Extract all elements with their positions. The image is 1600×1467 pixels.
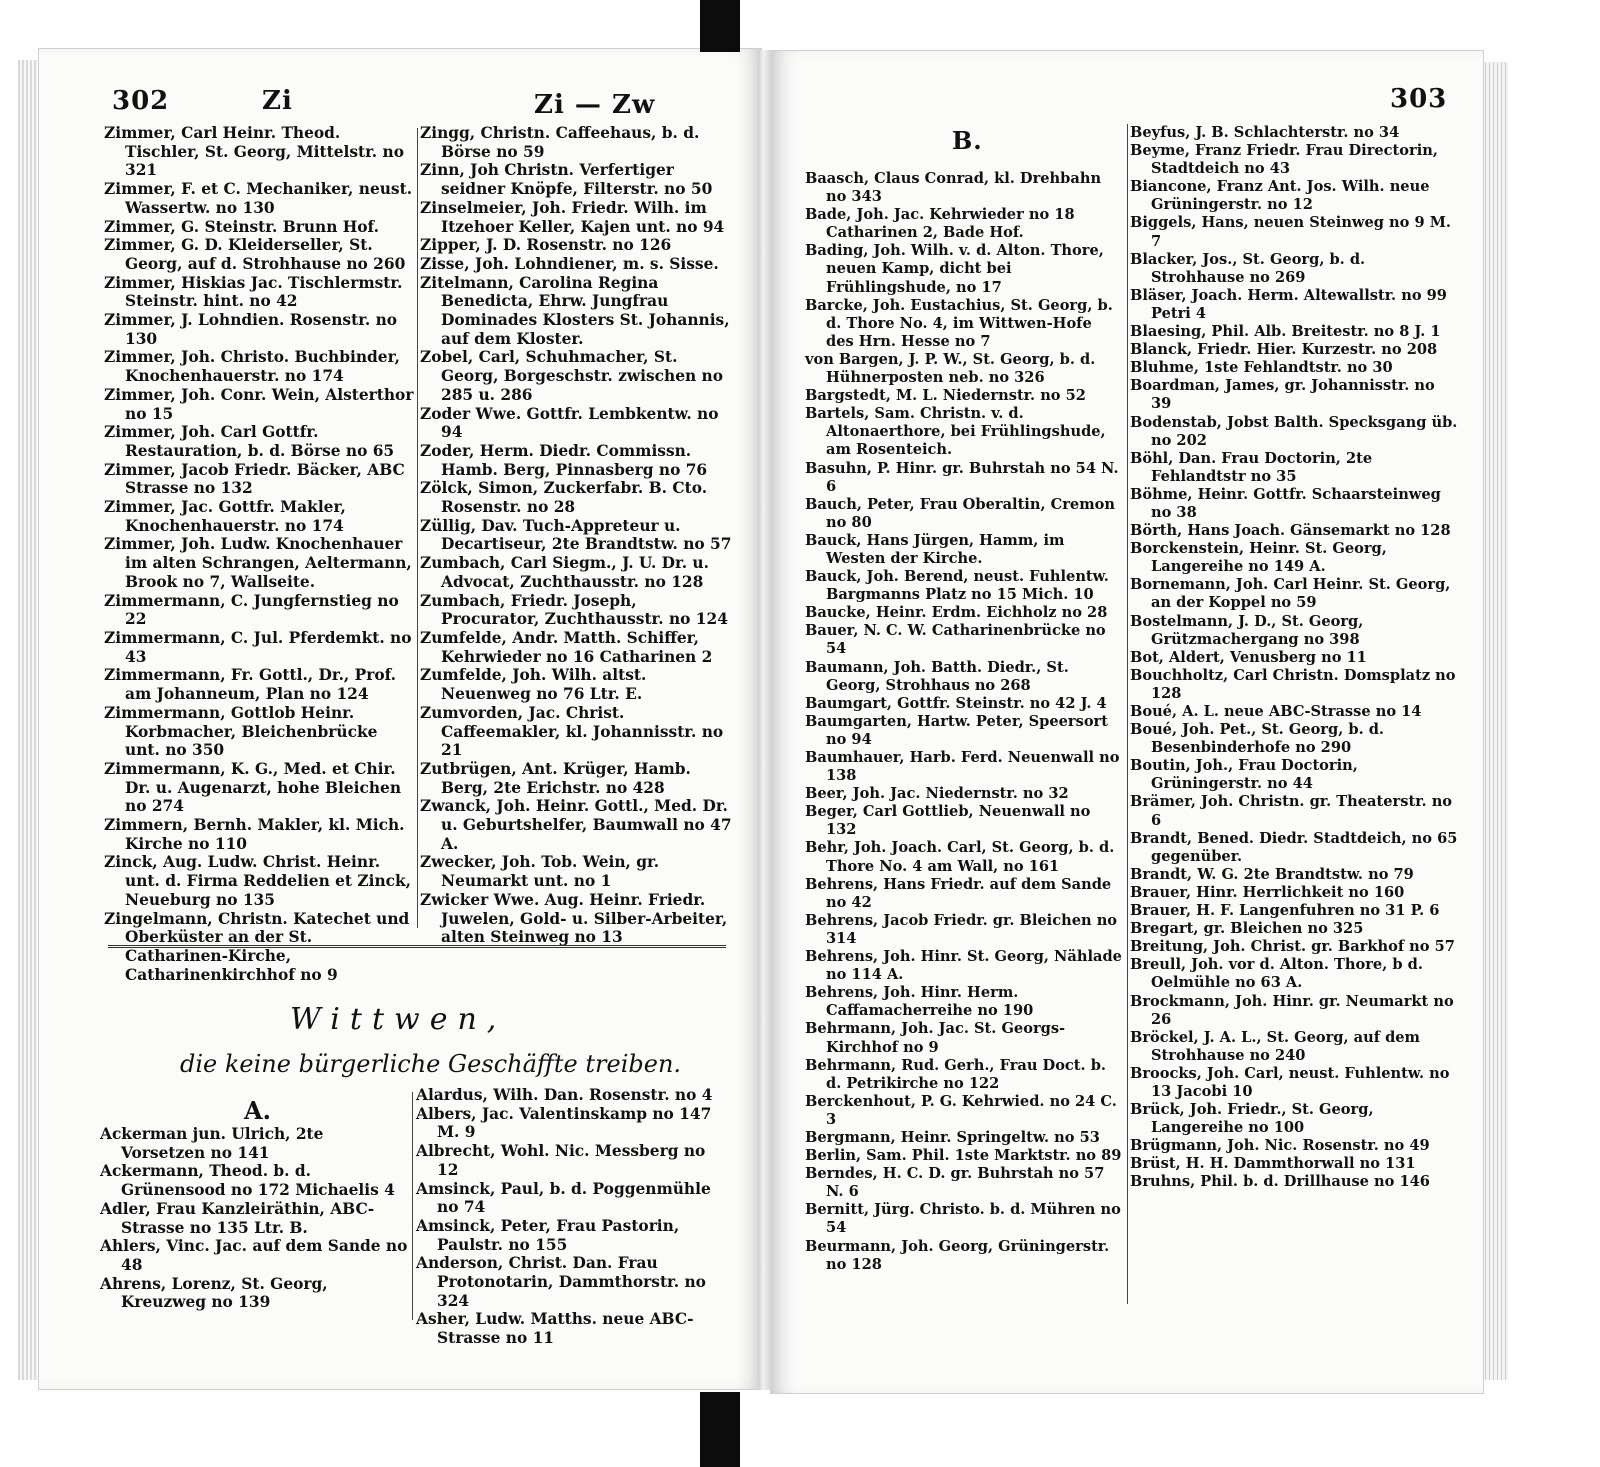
directory-entry: Zimmermann, C. Jungfernstieg no 22: [104, 591, 399, 629]
directory-entry: Alardus, Wilh. Dan. Rosenstr. no 4: [416, 1086, 713, 1104]
directory-entry: Zimmermann, Fr. Gottl., Dr., Prof. am Johanneum, Plan no 124: [104, 666, 397, 704]
widows-title: Wittwen,: [290, 1002, 507, 1037]
directory-entry: Behrmann, Joh. Jac. St. Georgs-Kirchhof no 9: [805, 1020, 1066, 1056]
directory-entry: Albrecht, Wohl. Nic. Messberg no 12: [416, 1142, 706, 1179]
widows-column-1: [100, 1125, 410, 1312]
page-stack-left: [18, 60, 40, 1380]
directory-entry: Zwicker Wwe. Aug. Heinr. Friedr. Juwelen, Gold- u. Silber-Arbeiter, alten Steinweg no 13: [420, 890, 728, 947]
directory-entry: Zimmer, G. Steinstr. Brunn Hof.: [104, 217, 379, 236]
directory-entry: Bauck, Joh. Berend, neust. Fuhlentw. Bargmanns Platz no 15 Mich. 10: [805, 568, 1109, 604]
directory-entry: Bauck, Hans Jürgen, Hamm, im Westen der Kirche.: [805, 531, 1065, 567]
directory-entry: Basuhn, P. Hinr. gr. Buhrstah no 54 N. 6: [805, 459, 1119, 495]
directory-entry: Brück, Joh. Friedr., St. Georg, Langereihe no 100: [1130, 1101, 1374, 1137]
directory-entry: Zimmer, Jac. Gottfr. Makler, Knochenhauerstr. no 174: [104, 498, 346, 535]
directory-entry: Zutbrügen, Ant. Krüger, Hamb. Berg, 2te Erichstr. no 428: [420, 759, 691, 797]
directory-entry: Zimmer, G. D. Kleiderseller, St. Georg, auf d. Strohhause no 260: [104, 236, 406, 273]
directory-entry: Zimmer, J. Lohndien. Rosenstr. no 130: [104, 311, 398, 348]
directory-entry: Beyme, Franz Friedr. Frau Directorin, Stadtdeich no 43: [1130, 142, 1438, 178]
directory-entry: Zwecker, Joh. Tob. Wein, gr. Neumarkt unt. no 1: [420, 853, 660, 891]
directory-entry: Baumgarten, Hartw. Peter, Speersort no 94: [805, 712, 1108, 748]
right-page-column-1: [805, 170, 1123, 1274]
directory-entry: Baumhauer, Harb. Ferd. Neuenwall no 138: [805, 749, 1120, 785]
directory-entry: Zimmer, Hiskias Jac. Tischlermstr. Steinstr. hint. no 42: [104, 273, 403, 311]
directory-entry: Bostelmann, J. D., St. Georg, Grützmachergang no 398: [1130, 612, 1364, 648]
right-page-column-2: [1130, 124, 1458, 1192]
directory-entry: Böhme, Heinr. Gottfr. Schaarsteinweg no 38: [1130, 485, 1441, 521]
directory-entry: von Bargen, J. P. W., St. Georg, b. d. Hühnerposten neb. no 326: [805, 350, 1096, 387]
directory-entry: Biancone, Franz Ant. Jos. Wilh. neue Grüningerstr. no 12: [1130, 178, 1430, 214]
directory-entry: Baucke, Heinr. Erdm. Eichholz no 28: [805, 604, 1108, 622]
directory-entry: Zwanck, Joh. Heinr. Gottl., Med. Dr. u. Geburtshelfer, Baumwall no 47 A.: [420, 797, 732, 853]
directory-entry: Baasch, Claus Conrad, kl. Drehbahn no 343: [805, 170, 1102, 206]
left-page-column-2: [420, 124, 732, 947]
directory-entry: Behrens, Hans Friedr. auf dem Sande no 42: [805, 875, 1112, 911]
section-divider: [108, 945, 726, 952]
directory-entry: Beurmann, Joh. Georg, Grüningerstr. no 128: [805, 1237, 1110, 1273]
directory-entry: Bluhme, 1ste Fehlandtstr. no 30: [1130, 359, 1393, 377]
column-rule: [417, 128, 418, 928]
directory-entry: Bodenstab, Jobst Balth. Specksgang üb. no 202: [1130, 413, 1458, 449]
header-center: Zi — Zw: [534, 90, 656, 120]
directory-entry: Albers, Jac. Valentinskamp no 147 M. 9: [416, 1104, 712, 1142]
directory-entry: Asher, Ludw. Matths. neue ABC-Strasse no 11: [416, 1310, 694, 1348]
directory-entry: Bartels, Sam. Christn. v. d. Altonaerthore, bei Frühlingshude, am Rosenteich.: [805, 405, 1106, 459]
directory-entry: Baumann, Joh. Batth. Diedr., St. Georg, Strohhaus no 268: [805, 658, 1069, 694]
left-page-column-1: [104, 124, 416, 984]
directory-entry: Ahrens, Lorenz, St. Georg, Kreuzweg no 139: [100, 1274, 328, 1312]
directory-entry: Zölck, Simon, Zuckerfabr. B. Cto. Rosenstr. no 28: [420, 479, 708, 517]
directory-entry: Zimmermann, K. G., Med. et Chir. Dr. u. Augenarzt, hohe Bleichen no 274: [104, 759, 402, 816]
directory-entry: Boué, Joh. Pet., St. Georg, b. d. Besenbinderhofe no 290: [1130, 721, 1385, 757]
directory-entry: Zumfelde, Joh. Wilh. altst. Neuenweg no 76 Ltr. E.: [420, 666, 647, 704]
directory-entry: Zinselmeier, Joh. Friedr. Wilh. im Itzehoer Keller, Kajen unt. no 94: [420, 198, 725, 236]
directory-entry: Zitelmann, Carolina Regina Benedicta, Ehrw. Jungfrau Dominades Klosters St. Johannis, auf dem Kloster.: [420, 273, 730, 348]
directory-entry: Zimmermann, Gottlob Heinr. Korbmacher, Bleichenbrücke unt. no 350: [104, 703, 378, 760]
directory-entry: Zumbach, Carl Siegm., J. U. Dr. u. Advocat, Zuchthausstr. no 128: [420, 554, 709, 591]
directory-entry: Bläser, Joach. Herm. Altewallstr. no 99 Petri 4: [1130, 286, 1447, 322]
column-rule: [1127, 124, 1128, 1304]
book-fold: [758, 50, 772, 1390]
directory-entry: Bargstedt, M. L. Niedernstr. no 52: [805, 387, 1086, 405]
directory-entry: Bouchholtz, Carl Christn. Domsplatz no 128: [1130, 666, 1456, 702]
directory-entry: Bauch, Peter, Frau Oberaltin, Cremon no 80: [805, 495, 1116, 531]
directory-entry: Zipper, J. D. Rosenstr. no 126: [420, 236, 672, 255]
directory-entry: Behrens, Joh. Hinr. Herm. Caffamacherreihe no 190: [805, 984, 1034, 1020]
directory-entry: Anderson, Christ. Dan. Frau Protonotarin, Dammthorstr. no 324: [416, 1254, 706, 1310]
directory-entry: Boutin, Joh., Frau Doctorin, Grüningerstr. no 44: [1130, 757, 1358, 793]
section-letter-b: B.: [952, 126, 983, 155]
directory-entry: Zumfelde, Andr. Matth. Schiffer, Kehrwieder no 16 Catharinen 2: [420, 628, 713, 666]
directory-entry: Zoder Wwe. Gottfr. Lembkentw. no 94: [420, 404, 719, 442]
directory-entry: Baumgart, Gottfr. Steinstr. no 42 J. 4: [805, 694, 1107, 712]
page-number-left: 302: [112, 86, 170, 116]
directory-entry: Zingelmann, Christn. Katechet und Oberküster an der St. Catharinen-Kirche, Catharinenkirchhof no 9: [104, 909, 410, 984]
directory-entry: Ackerman jun. Ulrich, 2te Vorsetzen no 141: [100, 1125, 324, 1162]
directory-entry: Brügmann, Joh. Nic. Rosenstr. no 49: [1130, 1137, 1430, 1155]
widows-subtitle: die keine bürgerliche Geschäffte treiben.: [180, 1050, 682, 1078]
directory-entry: Behrens, Joh. Hinr. St. Georg, Nählade no 114 A.: [805, 948, 1122, 984]
directory-entry: Brandt, W. G. 2te Brandtstw. no 79: [1130, 865, 1414, 883]
directory-entry: Ackermann, Theod. b. d. Grünensood no 172 Michaelis 4: [100, 1162, 395, 1200]
directory-entry: Zimmer, Joh. Ludw. Knochenhauer im alten Schrangen, Aeltermann, Brook no 7, Wallseite.: [104, 535, 412, 591]
directory-entry: Zumvorden, Jac. Christ. Caffeemakler, kl. Johannisstr. no 21: [420, 703, 724, 760]
directory-entry: Zobel, Carl, Schuhmacher, St. Georg, Borgeschstr. zwischen no 285 u. 286: [420, 348, 723, 404]
directory-entry: Züllig, Dav. Tuch-Appreteur u. Decartiseur, 2te Brandtstw. no 57: [420, 516, 732, 554]
directory-entry: Zinn, Joh Christn. Verfertiger seidner Knöpfe, Filterstr. no 50: [420, 161, 713, 199]
directory-entry: Zimmermann, C. Jul. Pferdemkt. no 43: [104, 628, 412, 666]
directory-entry: Bauer, N. C. W. Catharinenbrücke no 54: [805, 622, 1106, 658]
directory-entry: Boardman, James, gr. Johannisstr. no 39: [1130, 377, 1435, 413]
directory-entry: Zimmern, Bernh. Makler, kl. Mich. Kirche no 110: [104, 816, 405, 853]
directory-entry: Breull, Joh. vor d. Alton. Thore, b d. Oelmühle no 63 A.: [1130, 956, 1423, 992]
directory-entry: Behrmann, Rud. Gerh., Frau Doct. b. d. Petrikirche no 122: [805, 1056, 1106, 1092]
directory-entry: Berlin, Sam. Phil. 1ste Marktstr. no 89: [805, 1147, 1122, 1165]
directory-entry: Biggels, Hans, neuen Steinweg no 9 M. 7: [1130, 214, 1451, 250]
directory-entry: Behr, Joh. Joach. Carl, St. Georg, b. d. Thore No. 4 am Wall, no 161: [805, 839, 1115, 875]
directory-entry: Beer, Joh. Jac. Niedernstr. no 32: [805, 785, 1069, 803]
directory-entry: Barcke, Joh. Eustachius, St. Georg, b. d. Thore No. 4, im Wittwen-Hofe des Hrn. Hesse no 7: [805, 296, 1113, 350]
directory-entry: Brämer, Joh. Christn. gr. Theaterstr. no 6: [1130, 793, 1453, 829]
directory-entry: Zingg, Christn. Caffeehaus, b. d. Börse no 59: [420, 124, 700, 161]
directory-entry: Borckenstein, Heinr. St. Georg, Langereihe no 149 A.: [1130, 540, 1387, 576]
directory-entry: Zimmer, Carl Heinr. Theod. Tischler, St. Georg, Mittelstr. no 321: [104, 124, 404, 180]
header-left: Zi: [262, 86, 293, 116]
directory-entry: Amsinck, Peter, Frau Pastorin, Paulstr. no 155: [416, 1216, 680, 1254]
directory-entry: Bregart, gr. Bleichen no 325: [1130, 920, 1364, 938]
directory-entry: Bade, Joh. Jac. Kehrwieder no 18 Catharinen 2, Bade Hof.: [805, 206, 1075, 242]
directory-entry: Börth, Hans Joach. Gänsemarkt no 128: [1130, 522, 1451, 540]
directory-entry: Behrens, Jacob Friedr. gr. Bleichen no 314: [805, 911, 1118, 947]
directory-entry: Zoder, Herm. Diedr. Commissn. Hamb. Berg, Pinnasberg no 76: [420, 441, 708, 479]
directory-entry: Brockmann, Joh. Hinr. gr. Neumarkt no 26: [1130, 992, 1454, 1028]
directory-entry: Blacker, Jos., St. Georg, b. d. Strohhause no 269: [1130, 250, 1366, 286]
page-number-right: 303: [1390, 84, 1448, 114]
directory-entry: Zimmer, Joh. Christo. Buchbinder, Knochenhauerstr. no 174: [104, 348, 400, 386]
directory-entry: Bornemann, Joh. Carl Heinr. St. Georg, an der Koppel no 59: [1130, 576, 1451, 612]
binding-ribbon-bottom: [700, 1392, 740, 1467]
directory-entry: Zimmer, F. et C. Mechaniker, neust. Wassertw. no 130: [104, 180, 413, 217]
directory-entry: Böhl, Dan. Frau Doctorin, 2te Fehlandtstr no 35: [1130, 449, 1373, 485]
directory-entry: Bot, Aldert, Venusberg no 11: [1130, 648, 1367, 666]
directory-entry: Zimmer, Joh. Conr. Wein, Alsterthor no 15: [104, 385, 414, 423]
directory-entry: Beyfus, J. B. Schlachterstr. no 34: [1130, 124, 1400, 141]
directory-entry: Blanck, Friedr. Hier. Kurzestr. no 208: [1130, 341, 1438, 359]
directory-entry: Amsinck, Paul, b. d. Poggenmühle no 74: [416, 1179, 711, 1217]
directory-entry: Brüst, H. H. Dammthorwall no 131: [1130, 1155, 1416, 1173]
directory-entry: Brauer, Hinr. Herrlichkeit no 160: [1130, 883, 1405, 901]
directory-entry: Berckenhout, P. G. Kehrwied. no 24 C. 3: [805, 1092, 1117, 1128]
widows-column-2: [416, 1086, 730, 1348]
directory-entry: Zimmer, Joh. Carl Gottfr. Restauration, b. d. Börse no 65: [104, 423, 395, 460]
directory-entry: Ahlers, Vinc. Jac. auf dem Sande no 48: [100, 1237, 408, 1274]
directory-entry: Brauer, H. F. Langenfuhren no 31 P. 6: [1130, 902, 1440, 920]
directory-entry: Bergmann, Heinr. Springeltw. no 53: [805, 1128, 1100, 1146]
directory-entry: Berndes, H. C. D. gr. Buhrstah no 57 N. 6: [805, 1165, 1105, 1201]
directory-entry: Bernitt, Jürg. Christo. b. d. Mühren no 54: [805, 1201, 1121, 1237]
directory-entry: Blaesing, Phil. Alb. Breitestr. no 8 J. 1: [1130, 323, 1441, 341]
widows-letter: A.: [244, 1096, 271, 1125]
directory-entry: Breitung, Joh. Christ. gr. Barkhof no 57: [1130, 938, 1455, 956]
directory-entry: Zumbach, Friedr. Joseph, Procurator, Zuchthausstr. no 124: [420, 591, 728, 629]
directory-entry: Zinck, Aug. Ludw. Christ. Heinr. unt. d. Firma Reddelien et Zinck, Neueburg no 135: [104, 853, 412, 909]
directory-entry: Adler, Frau Kanzleiräthin, ABC-Strasse no 135 Ltr. B.: [100, 1199, 375, 1237]
directory-entry: Boué, A. L. neue ABC-Strasse no 14: [1130, 703, 1422, 720]
directory-entry: Beger, Carl Gottlieb, Neuenwall no 132: [805, 803, 1091, 839]
directory-entry: Zimmer, Jacob Friedr. Bäcker, ABC Strasse no 132: [104, 460, 405, 498]
directory-entry: Bröckel, J. A. L., St. Georg, auf dem Strohhause no 240: [1130, 1028, 1421, 1064]
directory-entry: Zisse, Joh. Lohndiener, m. s. Sisse.: [420, 254, 719, 273]
binding-ribbon-top: [700, 0, 740, 52]
column-rule: [412, 1092, 413, 1320]
directory-entry: Bading, Joh. Wilh. v. d. Alton. Thore, neuen Kamp, dicht bei Frühlingshude, no 17: [805, 242, 1104, 296]
directory-entry: Brandt, Bened. Diedr. Stadtdeich, no 65 gegenüber.: [1130, 829, 1458, 865]
directory-entry: Bruhns, Phil. b. d. Drillhause no 146: [1130, 1173, 1430, 1191]
directory-entry: Broocks, Joh. Carl, neust. Fuhlentw. no 13 Jacobi 10: [1130, 1064, 1450, 1100]
